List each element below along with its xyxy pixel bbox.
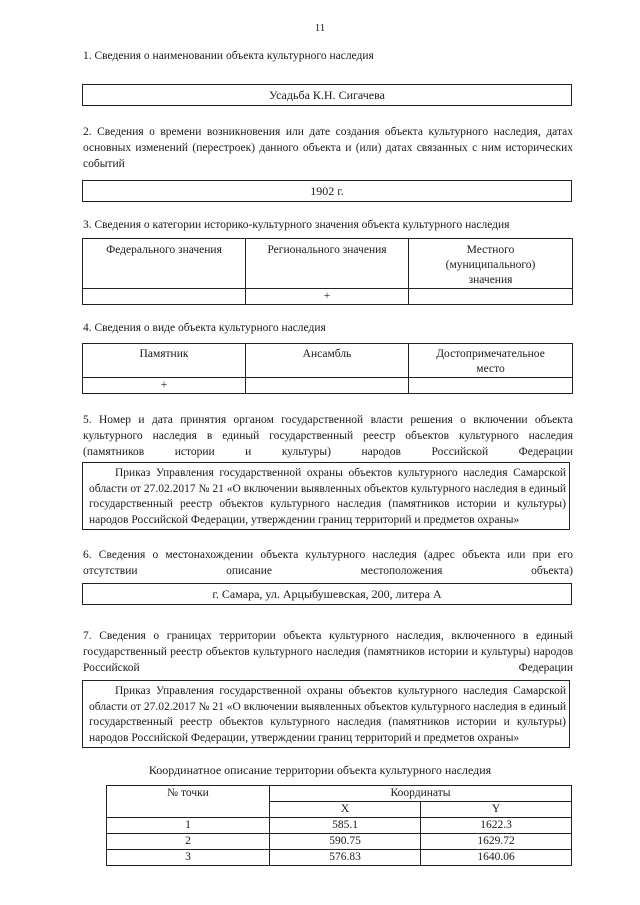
table-row-point: 2 bbox=[107, 834, 270, 850]
section7-heading: 7. Сведения о границах территории объекта культурного наследия, включенного в единый государственный реестр объектов культурного наследия (памятников истории и культуры) народов Российской Федерации bbox=[83, 630, 573, 674]
table-row-x: 576.83 bbox=[270, 850, 421, 866]
type-landmark-header: Достопримечательное место bbox=[409, 344, 573, 378]
type-ensemble-mark bbox=[246, 378, 409, 394]
section6-heading: 6. Сведения о местонахождении объекта культурного наследия (адрес объекта или при его отсутствии описание местоположения объекта) bbox=[83, 549, 573, 577]
type-landmark-mark bbox=[409, 378, 573, 394]
section5-decree-text: Приказ Управления государственной охраны объектов культурного наследия Самарской области от 27.02.2017 № 21 «О включении выявленных объектов культурного наследия в единый государственный реестр объектов культурного наследия (памятников истории и культуры) народов Российской Федерации, утверждении границ территорий и предметов охраны» bbox=[89, 467, 566, 526]
table-row-y: 1629.72 bbox=[421, 834, 572, 850]
coordinates-header: Координаты bbox=[270, 786, 572, 802]
coordinates-caption: Координатное описание территории объекта культурного наследия bbox=[148, 763, 492, 777]
section5-decree-box bbox=[82, 462, 570, 530]
x-header: X bbox=[270, 802, 421, 818]
type-monument-header: Памятник bbox=[83, 344, 246, 378]
section6-address: г. Самара, ул. Арцыбушевская, 200, литера А bbox=[82, 583, 572, 605]
category-federal-header: Федерального значения bbox=[83, 239, 246, 289]
section7-decree-box bbox=[82, 680, 570, 748]
table-row-point: 3 bbox=[107, 850, 270, 866]
table-row-x: 590.75 bbox=[270, 834, 421, 850]
category-federal-mark bbox=[83, 289, 246, 305]
section5-heading: 5. Номер и дата принятия органом государственной власти решения о включении объекта культурного наследия в единый государственный реестр объектов культурного наследия (памятников истории и культуры) народов Российской Федерации bbox=[83, 414, 573, 458]
section2-date: 1902 г. bbox=[82, 180, 572, 202]
type-monument-mark: + bbox=[83, 378, 246, 394]
table-row-point: 1 bbox=[107, 818, 270, 834]
section4-heading: 4. Сведения о виде объекта культурного наследия bbox=[83, 322, 326, 334]
table-row-x: 585.1 bbox=[270, 818, 421, 834]
coordinates-table bbox=[106, 785, 572, 866]
category-local-mark bbox=[409, 289, 573, 305]
section1-heading: 1. Сведения о наименовании объекта культурного наследия bbox=[83, 50, 374, 62]
type-ensemble-header: Ансамбль bbox=[246, 344, 409, 378]
section2-heading: 2. Сведения о времени возникновения или дате создания объекта культурного наследия, датах основных изменений (перестроек) данного объекта и (или) датах связанных с ним исторических событий bbox=[83, 126, 573, 170]
type-table bbox=[82, 343, 573, 394]
category-regional-mark: + bbox=[246, 289, 409, 305]
category-table bbox=[82, 238, 573, 305]
table-row-y: 1640.06 bbox=[421, 850, 572, 866]
section1-object-name: Усадьба К.Н. Сигачева bbox=[82, 84, 572, 106]
y-header: Y bbox=[421, 802, 572, 818]
page-number: 11 bbox=[314, 22, 326, 34]
section7-decree-text: Приказ Управления государственной охраны объектов культурного наследия Самарской области от 27.02.2017 № 21 «О включении выявленных объектов культурного наследия в единый государственный реестр объектов культурного наследия (памятников истории и культуры) народов Российской Федерации, утверждении границ территорий и предметов охраны» bbox=[89, 685, 566, 744]
section3-heading: 3. Сведения о категории историко-культурного значения объекта культурного наследия bbox=[83, 219, 510, 231]
point-number-header: № точки bbox=[107, 786, 270, 818]
table-row-y: 1622.3 bbox=[421, 818, 572, 834]
category-regional-header: Регионального значения bbox=[246, 239, 409, 289]
category-local-header: Местного (муниципального) значения bbox=[409, 239, 573, 289]
